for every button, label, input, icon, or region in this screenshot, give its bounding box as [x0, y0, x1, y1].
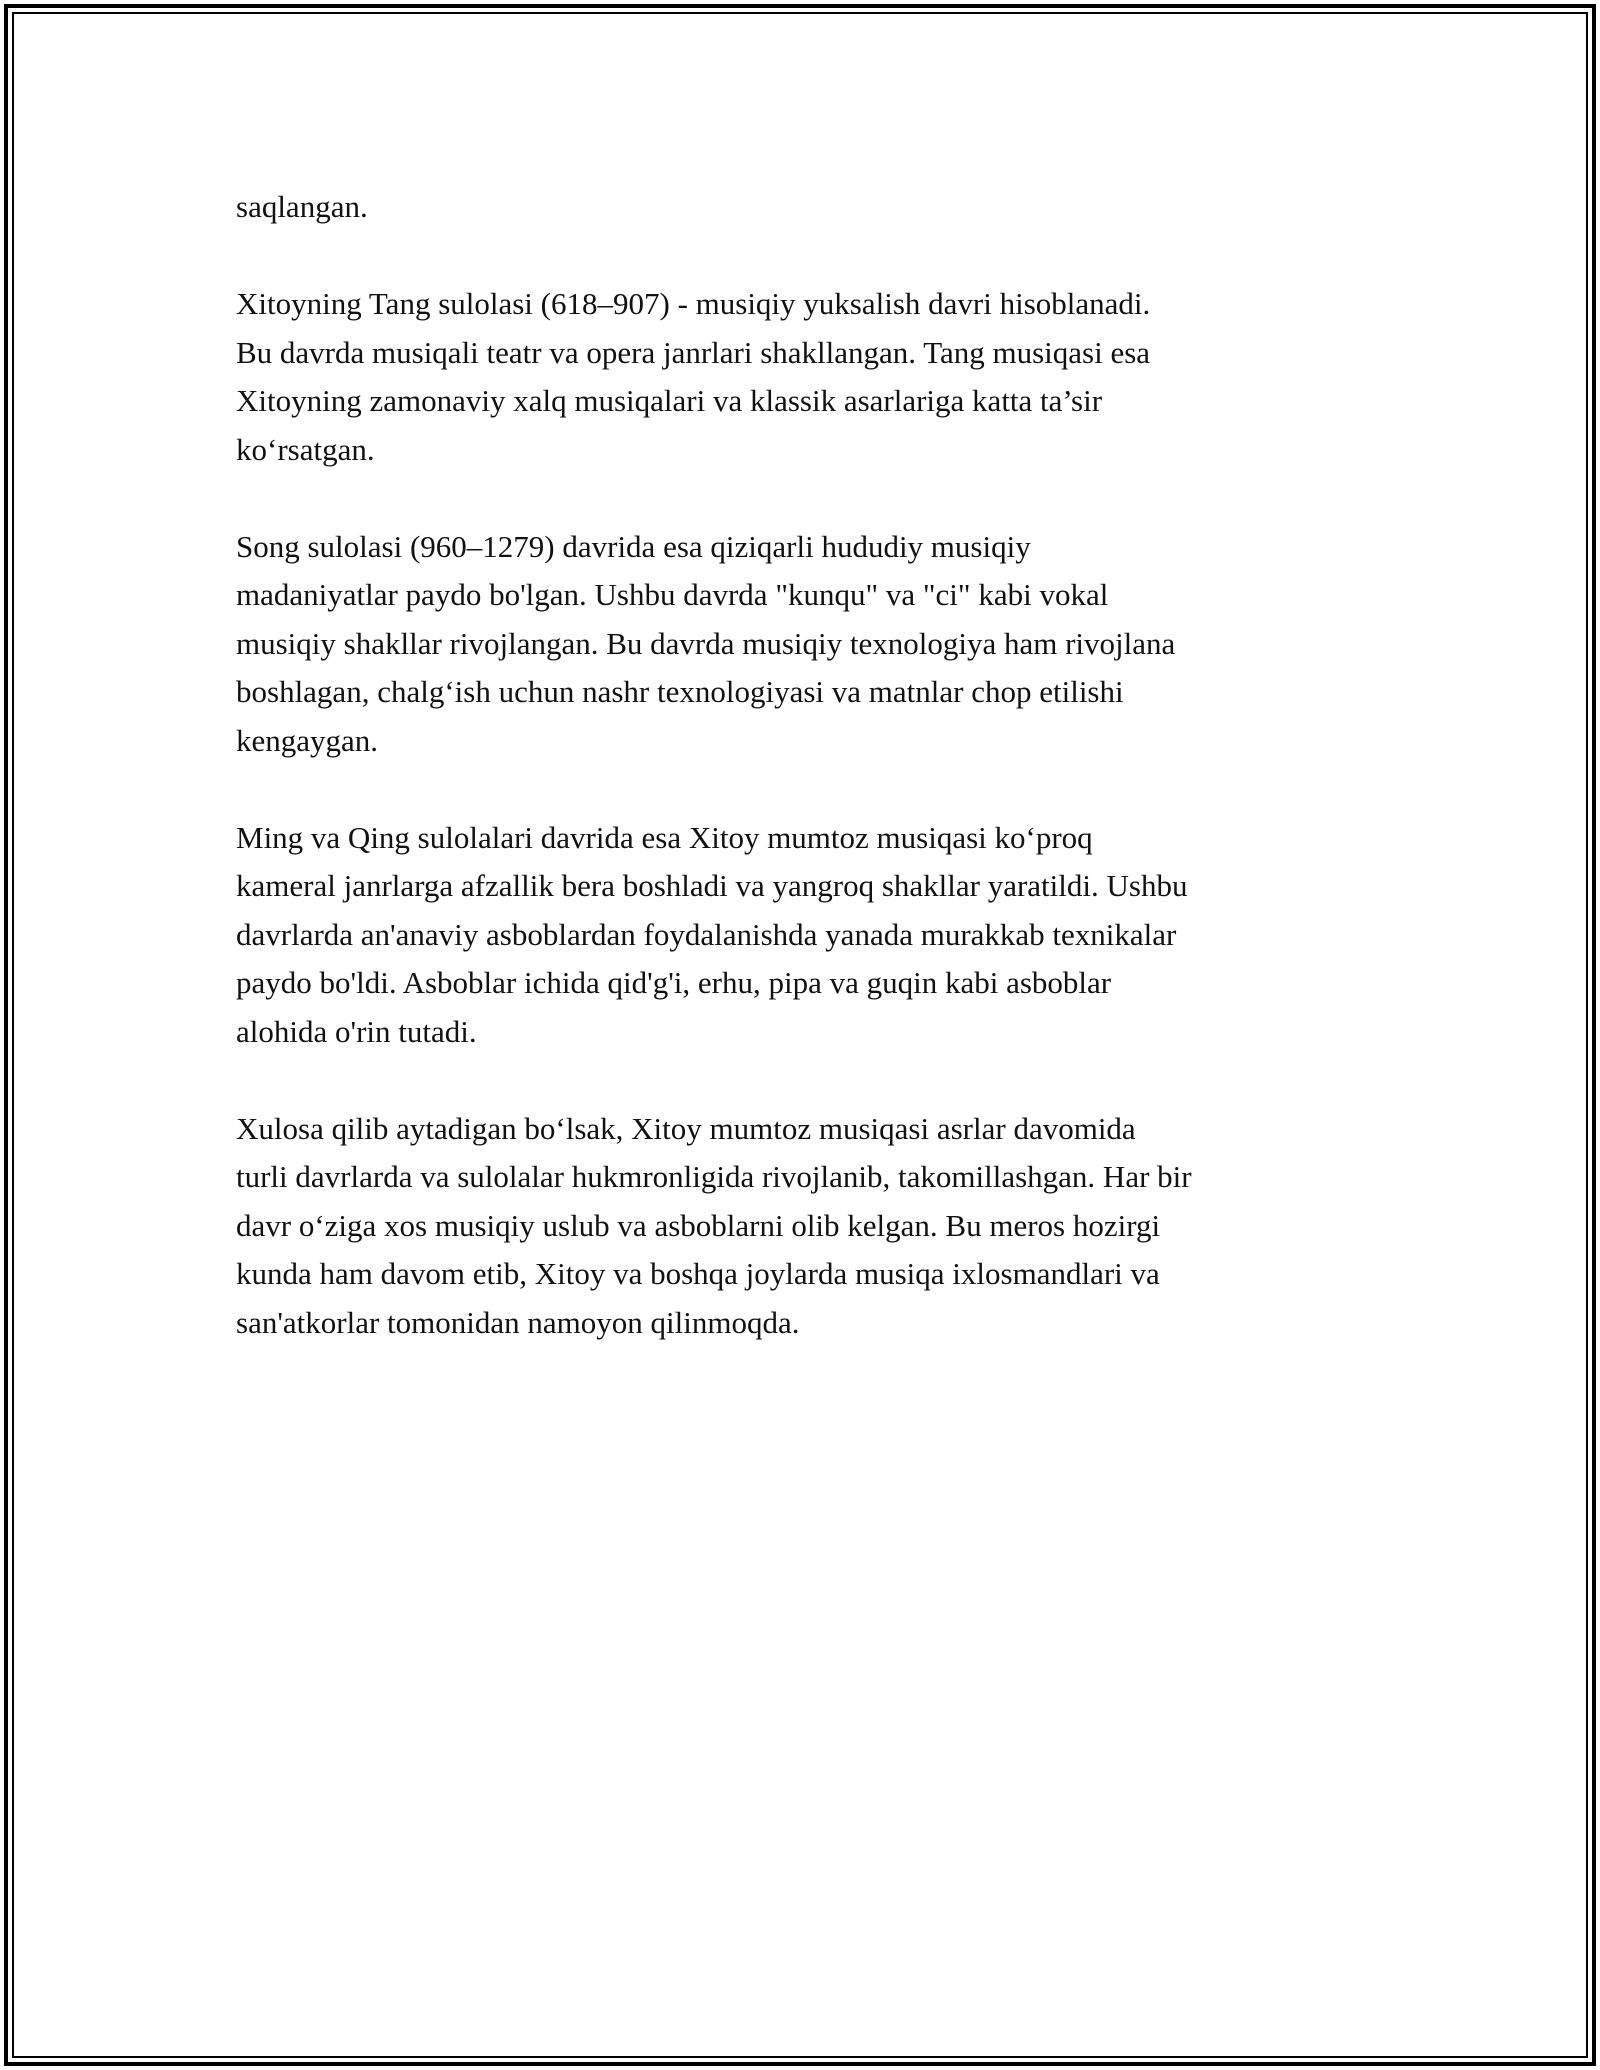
text-line: kengaygan.	[236, 722, 379, 758]
paragraph-5	[236, 1105, 1376, 1348]
paragraph-1	[236, 183, 1376, 232]
text-line: turli davrlarda va sulolalar hukmronligida rivojlanib, takomillashgan. Har bir	[236, 1159, 1192, 1194]
text-line: musiqiy shakllar rivojlangan. Bu davrda musiqiy texnologiya ham rivojlana	[236, 625, 1176, 661]
text-line: boshlagan, chalg‘ish uchun nashr texnologiyasi va matnlar chop etilishi	[236, 674, 1124, 709]
text-line: saqlangan.	[236, 189, 368, 224]
text-line: ko‘rsatgan.	[236, 431, 375, 467]
text-line: Xulosa qilib aytadigan bo‘lsak, Xitoy mumtoz musiqasi asrlar davomida	[236, 1110, 1136, 1146]
document-body	[236, 183, 1376, 1396]
text-line: davrlarda an'anaviy asboblardan foydalanishda yanada murakkab texnikalar	[236, 916, 1177, 952]
paragraph-4	[236, 814, 1376, 1057]
text-line: alohida o'rin tutadi.	[236, 1013, 477, 1049]
text-line: Bu davrda musiqali teatr va opera janrlari shakllangan. Tang musiqasi esa	[236, 334, 1151, 370]
text-line: Ming va Qing sulolalari davrida esa Xitoy mumtoz musiqasi ko‘proq	[236, 819, 1093, 855]
text-line: kunda ham davom etib, Xitoy va boshqa joylarda musiqa ixlosmandlari va	[236, 1256, 1160, 1291]
text-line: Song sulolasi (960–1279) davrida esa qiziqarli hududiy musiqiy	[236, 528, 1031, 564]
text-line: paydo bo'ldi. Asboblar ichida qid'g'i, erhu, pipa va guqin kabi asboblar	[236, 965, 1112, 1000]
text-line: madaniyatlar paydo bo'lgan. Ushbu davrda "kunqu" va "ci" kabi vokal	[236, 577, 1109, 612]
text-line: Xitoyning zamonaviy xalq musiqalari va klassik asarlariga katta ta’sir	[236, 383, 1103, 418]
text-line: kameral janrlarga afzallik bera boshladi va yangroq shakllar yaratildi. Ushbu	[236, 868, 1188, 903]
paragraph-2	[236, 280, 1376, 474]
text-line: davr o‘ziga xos musiqiy uslub va asboblarni olib kelgan. Bu meros hozirgi	[236, 1207, 1161, 1243]
text-line: Xitoyning Tang sulolasi (618–907) - musiqiy yuksalish davri hisoblanadi.	[236, 286, 1151, 321]
paragraph-3	[236, 523, 1376, 766]
text-line: san'atkorlar tomonidan namoyon qilinmoqda.	[236, 1304, 800, 1340]
